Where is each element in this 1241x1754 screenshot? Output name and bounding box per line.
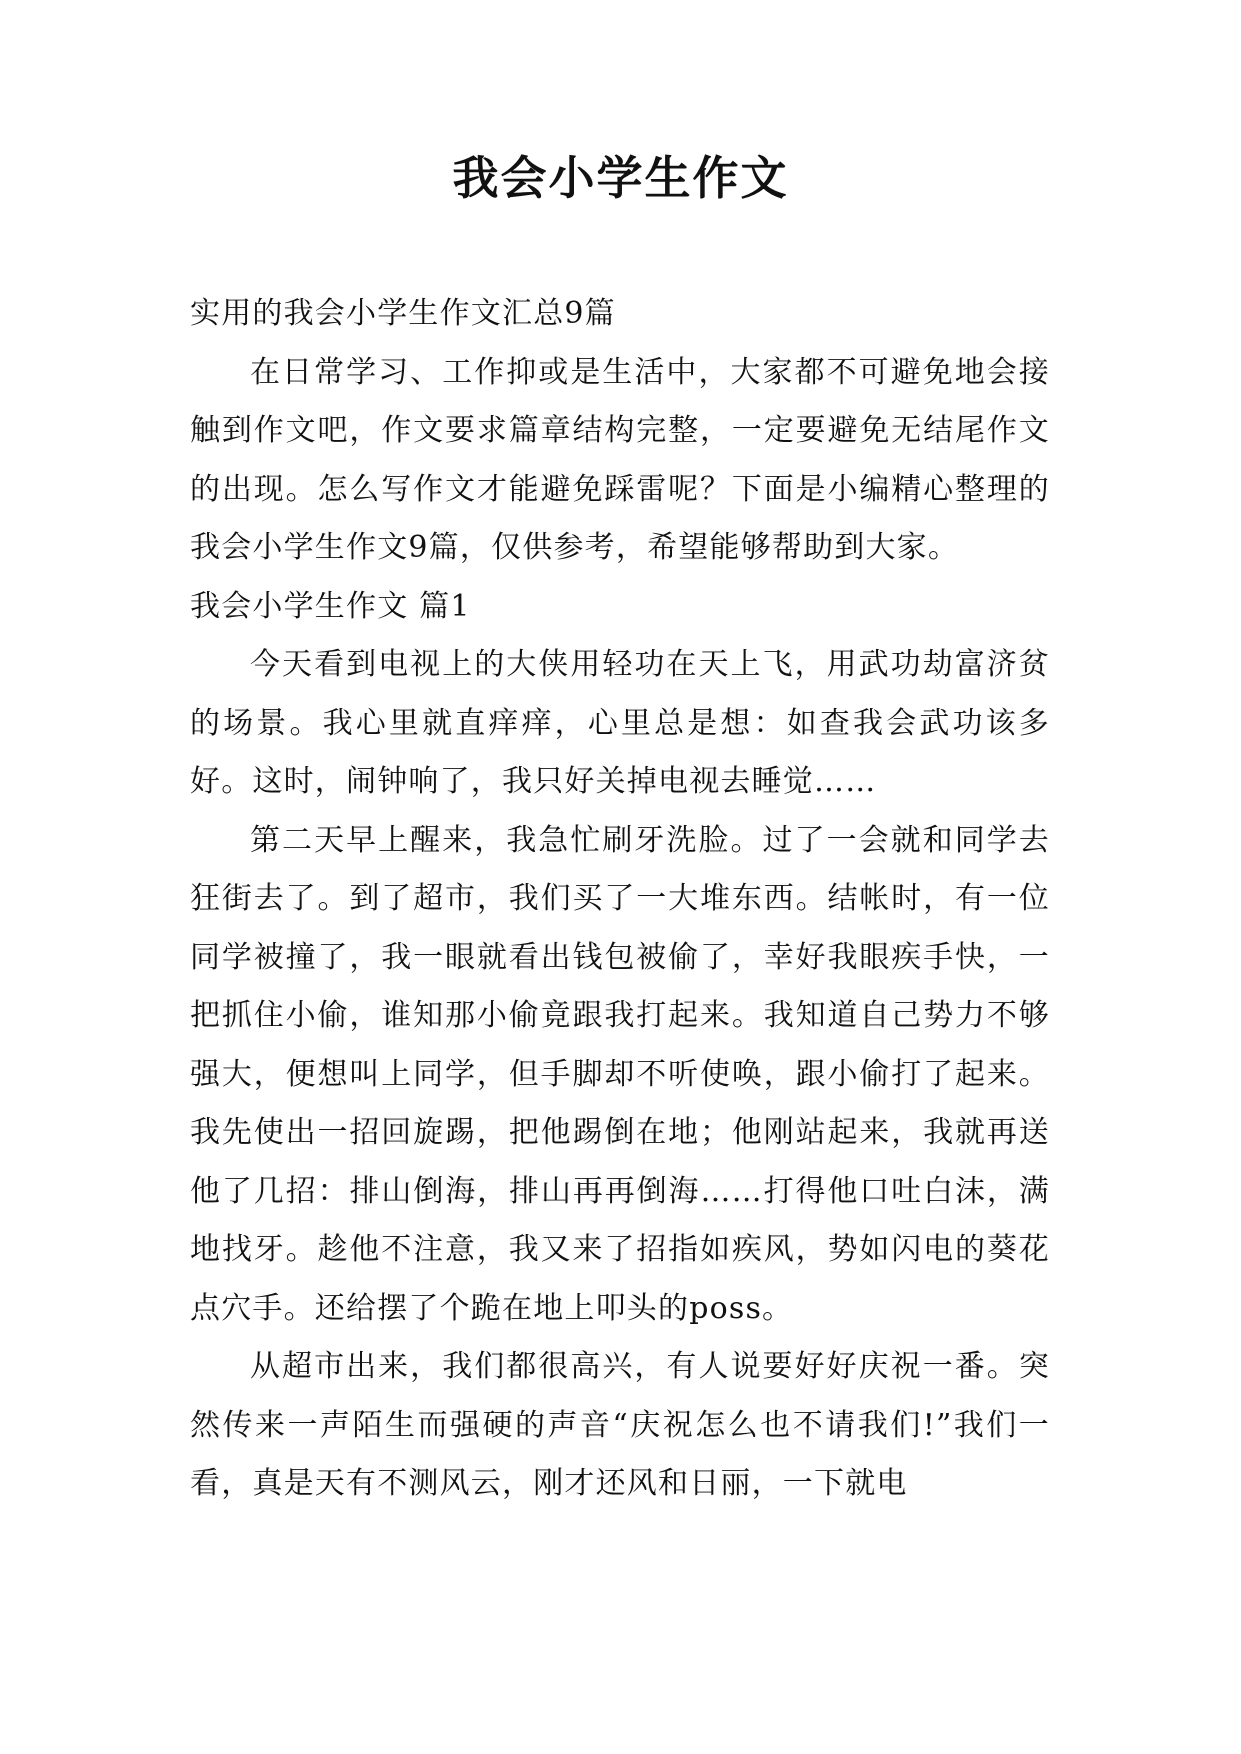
section-heading: 我会小学生作文 篇1 bbox=[190, 588, 471, 624]
document-title: 我会小学生作文 bbox=[452, 151, 789, 205]
subtitle-line: 实用的我会小学生作文汇总9篇 bbox=[190, 296, 616, 331]
document-body bbox=[190, 285, 1050, 1514]
body-paragraph: 今天看到电视上的大侠用轻功在天上飞，用武功劫富济贫的场景。我心里就直痒痒，心里总是想：如查我会武功该多好。这时，闹钟响了，我只好关掉电视去睡觉…… bbox=[190, 647, 1050, 799]
body-paragraph: 从超市出来，我们都很高兴，有人说要好好庆祝一番。突然传来一声陌生而强硬的声音“庆祝怎么也不请我们!”我们一看，真是天有不测风云，刚才还风和日丽，一下就电 bbox=[190, 1349, 1050, 1501]
body-paragraph: 第二天早上醒来，我急忙刷牙洗脸。过了一会就和同学去狂街去了。到了超市，我们买了一大堆东西。结帐时，有一位同学被撞了，我一眼就看出钱包被偷了，幸好我眼疾手快，一把抓住小偷，谁知那小偷竟跟我打起来。我知道自己势力不够强大，便想叫上同学，但手脚却不听使唤，跟小偷打了起来。我先使出一招回旋踢，把他踢倒在地；他刚站起来，我就再送他了几招：排山倒海，排山再再倒海……打得他口吐白沫，满地找牙。趁他不注意，我又来了招指如疾风，势如闪电的葵花点穴手。还给摆了个跪在地上叩头的poss。 bbox=[190, 822, 1050, 1326]
intro-paragraph: 在日常学习、工作抑或是生活中，大家都不可避免地会接触到作文吧，作文要求篇章结构完整，一定要避免无结尾作文的出现。怎么写作文才能避免踩雷呢？下面是小编精心整理的我会小学生作文9篇，仅供参考，希望能够帮助到大家。 bbox=[190, 354, 1050, 565]
